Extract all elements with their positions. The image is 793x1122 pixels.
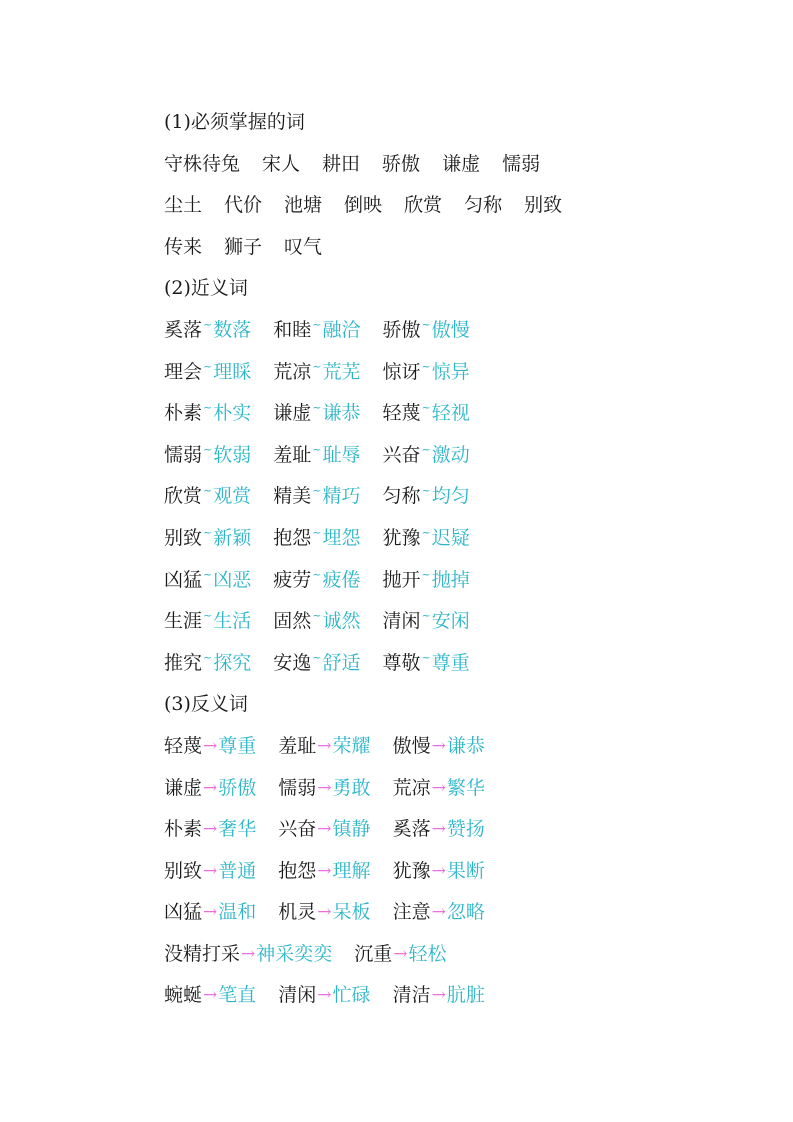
synonym-row xyxy=(164,518,764,560)
word: 清闲 xyxy=(382,610,421,633)
synonym-pair xyxy=(273,643,360,687)
antonym-row xyxy=(164,934,764,976)
synonym-answer: 新颖 xyxy=(213,526,252,549)
synonym-mark: ~ xyxy=(421,401,431,415)
synonym-answer: 傲慢 xyxy=(431,318,470,341)
antonym-answer: 笔直 xyxy=(218,984,257,1007)
arrow-icon: → xyxy=(241,943,256,964)
antonym-pair xyxy=(164,726,256,769)
arrow-icon: → xyxy=(431,819,446,840)
antonym-answer: 奢华 xyxy=(218,818,257,841)
synonym-pair xyxy=(273,435,360,479)
arrow-icon: → xyxy=(203,985,218,1006)
synonym-answer: 轻视 xyxy=(431,402,470,425)
antonym-pair xyxy=(393,892,485,935)
word: 别致 xyxy=(164,859,203,882)
vocab-word: 尘土 xyxy=(164,194,203,217)
vocab-word: 倒映 xyxy=(344,194,383,217)
antonym-answer: 果断 xyxy=(446,859,485,882)
synonym-pair xyxy=(164,601,251,645)
word: 谦虚 xyxy=(273,402,312,425)
arrow-icon: → xyxy=(317,819,332,840)
synonym-row xyxy=(164,476,764,518)
word: 生涯 xyxy=(164,610,203,633)
antonym-answer: 理解 xyxy=(332,859,371,882)
arrow-icon: → xyxy=(393,943,408,964)
antonym-pair xyxy=(354,934,446,977)
antonym-pair xyxy=(393,975,485,1018)
vocab-word: 代价 xyxy=(224,194,263,217)
arrow-icon: → xyxy=(431,860,446,881)
vocab-word: 欣赏 xyxy=(404,194,443,217)
arrow-icon: → xyxy=(317,985,332,1006)
synonym-pair xyxy=(273,393,360,437)
vocabulary-list xyxy=(164,102,764,1017)
synonym-mark: ~ xyxy=(421,567,431,581)
synonym-mark: ~ xyxy=(312,401,322,415)
synonym-pair xyxy=(164,435,251,479)
vocab-word: 宋人 xyxy=(262,152,301,175)
synonym-mark: ~ xyxy=(203,567,213,581)
word: 抱怨 xyxy=(278,859,317,882)
synonym-answer: 耻辱 xyxy=(322,443,361,466)
antonym-answer: 繁华 xyxy=(446,776,485,799)
synonym-pair xyxy=(273,601,360,645)
vocab-word: 谦虚 xyxy=(442,152,481,175)
word: 没精打采 xyxy=(164,942,241,965)
word: 朴素 xyxy=(164,818,203,841)
synonym-answer: 观赏 xyxy=(213,485,252,508)
arrow-icon: → xyxy=(431,777,446,798)
antonym-row xyxy=(164,726,764,768)
antonym-answer: 肮脏 xyxy=(446,984,485,1007)
vocab-word: 守株待兔 xyxy=(164,152,241,175)
synonym-answer: 疲倦 xyxy=(322,568,361,591)
synonym-answer: 迟疑 xyxy=(431,526,470,549)
synonym-mark: ~ xyxy=(421,484,431,498)
synonym-pair xyxy=(273,518,360,562)
synonym-answer: 数落 xyxy=(213,318,252,341)
antonym-answer: 骄傲 xyxy=(218,776,257,799)
synonym-answer: 生活 xyxy=(213,610,252,633)
word: 凶猛 xyxy=(164,901,203,924)
synonym-answer: 抛掉 xyxy=(431,568,470,591)
arrow-icon: → xyxy=(431,985,446,1006)
antonym-pair xyxy=(164,768,256,811)
word: 推究 xyxy=(164,651,203,674)
word: 犹豫 xyxy=(392,859,431,882)
antonym-pair xyxy=(278,768,370,811)
word: 疲劳 xyxy=(273,568,312,591)
arrow-icon: → xyxy=(317,860,332,881)
synonym-answer: 尊重 xyxy=(431,651,470,674)
antonym-answer: 轻松 xyxy=(408,942,447,965)
synonym-answer: 软弱 xyxy=(213,443,252,466)
synonym-mark: ~ xyxy=(203,359,213,373)
antonym-row xyxy=(164,768,764,810)
word: 清闲 xyxy=(278,984,317,1007)
word: 匀称 xyxy=(382,485,421,508)
synonym-mark: ~ xyxy=(312,567,322,581)
vocab-word: 叹气 xyxy=(284,235,323,258)
synonym-answer: 理睬 xyxy=(213,360,252,383)
word: 和睦 xyxy=(273,318,312,341)
synonym-row xyxy=(164,352,764,394)
antonym-pair xyxy=(393,768,485,811)
word: 凶猛 xyxy=(164,568,203,591)
antonym-pair xyxy=(278,851,370,894)
synonym-pair xyxy=(383,643,470,687)
antonym-pair xyxy=(393,851,485,894)
synonym-mark: ~ xyxy=(421,525,431,539)
word: 抱怨 xyxy=(273,526,312,549)
synonym-answer: 融洽 xyxy=(322,318,361,341)
synonym-mark: ~ xyxy=(421,317,431,331)
arrow-icon: → xyxy=(203,819,218,840)
vocab-word: 传来 xyxy=(164,235,203,258)
antonym-pair xyxy=(278,975,370,1018)
synonym-pair xyxy=(273,560,360,604)
antonym-row xyxy=(164,851,764,893)
antonym-answer: 荣耀 xyxy=(332,734,371,757)
synonym-pair xyxy=(383,518,470,562)
synonym-row xyxy=(164,435,764,477)
synonym-answer: 舒适 xyxy=(322,651,361,674)
synonym-mark: ~ xyxy=(312,525,322,539)
antonym-row xyxy=(164,975,764,1017)
word: 谦虚 xyxy=(164,776,203,799)
word: 固然 xyxy=(273,610,312,633)
word: 沉重 xyxy=(354,942,393,965)
synonym-mark: ~ xyxy=(421,359,431,373)
section3-heading: (3)反义词 xyxy=(164,693,248,716)
section2-heading: (2)近义词 xyxy=(164,277,248,300)
vocab-word: 骄傲 xyxy=(382,152,421,175)
synonym-answer: 埋怨 xyxy=(322,526,361,549)
antonym-pair xyxy=(278,726,370,769)
synonym-pair xyxy=(164,310,251,354)
antonym-row xyxy=(164,892,764,934)
antonym-pair xyxy=(164,809,256,852)
word: 犹豫 xyxy=(382,526,421,549)
synonym-mark: ~ xyxy=(203,650,213,664)
antonym-answer: 忽略 xyxy=(446,901,485,924)
vocab-word: 池塘 xyxy=(284,194,323,217)
synonym-mark: ~ xyxy=(203,317,213,331)
word: 傲慢 xyxy=(392,734,431,757)
antonym-answer: 普通 xyxy=(218,859,257,882)
synonym-answer: 荒芜 xyxy=(322,360,361,383)
word: 荒凉 xyxy=(273,360,312,383)
section1-heading: (1)必须掌握的词 xyxy=(164,111,305,133)
word: 别致 xyxy=(164,526,203,549)
arrow-icon: → xyxy=(203,777,218,798)
synonym-answer: 安闲 xyxy=(431,610,470,633)
antonym-answer: 赞扬 xyxy=(446,818,485,841)
vocab-word: 别致 xyxy=(524,194,563,217)
antonym-pair xyxy=(393,726,485,769)
synonym-pair xyxy=(383,352,470,396)
synonym-mark: ~ xyxy=(312,650,322,664)
word-row xyxy=(164,144,764,186)
synonym-row xyxy=(164,601,764,643)
synonym-answer: 谦恭 xyxy=(322,402,361,425)
synonym-answer: 朴实 xyxy=(213,402,252,425)
synonym-row xyxy=(164,560,764,602)
antonym-pair xyxy=(164,851,256,894)
word: 羞耻 xyxy=(273,443,312,466)
word: 奚落 xyxy=(392,818,431,841)
synonym-mark: ~ xyxy=(203,442,213,456)
vocab-word: 耕田 xyxy=(322,152,361,175)
word: 骄傲 xyxy=(382,318,421,341)
antonym-pair xyxy=(164,892,256,935)
word-row xyxy=(164,227,764,269)
synonym-answer: 惊异 xyxy=(431,360,470,383)
arrow-icon: → xyxy=(203,735,218,756)
synonym-row xyxy=(164,393,764,435)
synonym-answer: 均匀 xyxy=(431,485,470,508)
vocab-word: 匀称 xyxy=(464,194,503,217)
synonym-pair xyxy=(164,476,251,520)
synonym-pair xyxy=(164,560,251,604)
antonym-answer: 忙碌 xyxy=(332,984,371,1007)
synonym-mark: ~ xyxy=(421,650,431,664)
antonym-pair xyxy=(278,809,370,852)
word: 兴奋 xyxy=(278,818,317,841)
word: 轻蔑 xyxy=(164,734,203,757)
synonym-mark: ~ xyxy=(421,442,431,456)
antonym-answer: 神采奕奕 xyxy=(256,942,333,965)
synonym-pair xyxy=(383,476,470,520)
synonym-pair xyxy=(164,352,251,396)
arrow-icon: → xyxy=(317,902,332,923)
synonym-answer: 探究 xyxy=(213,651,252,674)
arrow-icon: → xyxy=(317,777,332,798)
word: 荒凉 xyxy=(392,776,431,799)
synonym-mark: ~ xyxy=(421,609,431,623)
vocab-word: 狮子 xyxy=(224,235,263,258)
antonym-pair xyxy=(164,975,256,1018)
word: 惊讶 xyxy=(382,360,421,383)
antonym-answer: 镇静 xyxy=(332,818,371,841)
antonym-row xyxy=(164,809,764,851)
antonym-answer: 呆板 xyxy=(332,901,371,924)
word: 欣赏 xyxy=(164,485,203,508)
word: 羞耻 xyxy=(278,734,317,757)
word: 尊敬 xyxy=(382,651,421,674)
arrow-icon: → xyxy=(203,860,218,881)
synonym-answer: 精巧 xyxy=(322,485,361,508)
antonym-answer: 谦恭 xyxy=(446,734,485,757)
synonym-pair xyxy=(164,518,251,562)
antonym-pair xyxy=(393,809,485,852)
synonym-pair xyxy=(383,310,470,354)
synonym-pair xyxy=(383,601,470,645)
synonym-pair xyxy=(273,476,360,520)
synonym-mark: ~ xyxy=(203,401,213,415)
synonym-mark: ~ xyxy=(312,609,322,623)
word: 抛开 xyxy=(382,568,421,591)
vocab-word: 懦弱 xyxy=(502,152,541,175)
synonym-row xyxy=(164,643,764,685)
arrow-icon: → xyxy=(203,902,218,923)
word: 懦弱 xyxy=(278,776,317,799)
arrow-icon: → xyxy=(431,902,446,923)
word-row xyxy=(164,185,764,227)
synonym-mark: ~ xyxy=(312,359,322,373)
synonym-answer: 诚然 xyxy=(322,610,361,633)
synonym-mark: ~ xyxy=(312,442,322,456)
synonym-mark: ~ xyxy=(203,484,213,498)
synonym-pair xyxy=(273,352,360,396)
synonym-row xyxy=(164,310,764,352)
antonym-pair xyxy=(164,934,332,977)
arrow-icon: → xyxy=(431,735,446,756)
word: 理会 xyxy=(164,360,203,383)
word: 兴奋 xyxy=(382,443,421,466)
antonym-answer: 温和 xyxy=(218,901,257,924)
synonym-pair xyxy=(383,435,470,479)
synonym-mark: ~ xyxy=(312,484,322,498)
antonym-pair xyxy=(278,892,370,935)
word: 朴素 xyxy=(164,402,203,425)
word: 安逸 xyxy=(273,651,312,674)
arrow-icon: → xyxy=(317,735,332,756)
synonym-mark: ~ xyxy=(203,609,213,623)
word: 轻蔑 xyxy=(382,402,421,425)
synonym-answer: 激动 xyxy=(431,443,470,466)
word: 精美 xyxy=(273,485,312,508)
antonym-answer: 勇敢 xyxy=(332,776,371,799)
antonym-answer: 尊重 xyxy=(218,734,257,757)
synonym-pair xyxy=(383,560,470,604)
word: 机灵 xyxy=(278,901,317,924)
synonym-pair xyxy=(273,310,360,354)
word: 清洁 xyxy=(392,984,431,1007)
word: 懦弱 xyxy=(164,443,203,466)
synonym-pair xyxy=(383,393,470,437)
synonym-pair xyxy=(164,643,251,687)
synonym-pair xyxy=(164,393,251,437)
word: 蜿蜒 xyxy=(164,984,203,1007)
synonym-answer: 凶恶 xyxy=(213,568,252,591)
word: 注意 xyxy=(392,901,431,924)
synonym-mark: ~ xyxy=(312,317,322,331)
synonym-mark: ~ xyxy=(203,525,213,539)
word: 奚落 xyxy=(164,318,203,341)
